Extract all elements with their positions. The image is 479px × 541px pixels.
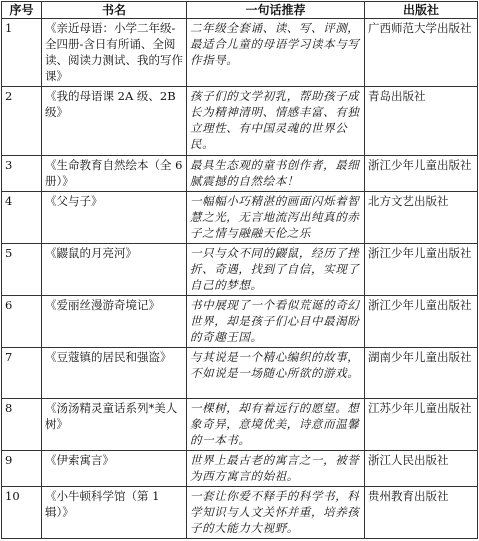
table-row <box>2 398 478 450</box>
book-title: 《汤汤精灵童话系列*美人树》 <box>42 398 187 450</box>
row-number: 10 <box>2 486 42 538</box>
row-number: 3 <box>2 155 42 191</box>
book-publisher: 江苏少年儿童出版社 <box>365 398 478 450</box>
book-publisher: 浙江人民出版社 <box>365 451 478 487</box>
table-row <box>2 87 478 155</box>
table-row <box>2 347 478 398</box>
row-number: 9 <box>2 451 42 487</box>
book-publisher: 贵州教育出版社 <box>365 486 478 538</box>
row-number: 7 <box>2 347 42 398</box>
table-row <box>2 486 478 538</box>
row-number: 8 <box>2 398 42 450</box>
book-title: 《生命教育自然绘本（全 6 册）》 <box>42 155 187 191</box>
book-recommendation: 一只与众不同的鼹鼠，经历了挫折、奇遇，找到了自信，实现了自己的梦想。 <box>187 243 365 295</box>
book-publisher: 北方文艺出版社 <box>365 191 478 243</box>
row-number: 5 <box>2 243 42 295</box>
row-number: 4 <box>2 191 42 243</box>
row-number: 2 <box>2 87 42 155</box>
table-header-row <box>2 2 478 19</box>
row-number: 1 <box>2 19 42 87</box>
book-publisher: 青岛出版社 <box>365 87 478 155</box>
book-title: 《爱丽丝漫游奇境记》 <box>42 295 187 347</box>
book-publisher: 湖南少年儿童出版社 <box>365 347 478 398</box>
book-recommendation: 孩子们的文学初乳，帮助孩子成长为精神清明、情感丰富、有独立理性、有中国灵魂的世界公民。 <box>187 87 365 155</box>
book-title: 《豆蔻镇的居民和强盗》 <box>42 347 187 398</box>
book-recommendation: 世界上最古老的寓言之一，被誉为西方寓言的始祖。 <box>187 451 365 487</box>
book-title: 《小牛顿科学馆（第 1 辑）》 <box>42 486 187 538</box>
book-recommendation: 一棵树，却有着远行的愿望。想象奇异，意境优美，诗意而温馨的一本书。 <box>187 398 365 450</box>
book-recommendation: 一幅幅小巧精湛的画面闪烁着智慧之光，无言地流泻出纯真的赤子之情与融融天伦之乐 <box>187 191 365 243</box>
header-publisher: 出版社 <box>365 2 478 19</box>
table-row <box>2 191 478 243</box>
book-title: 《父与子》 <box>42 191 187 243</box>
table-row <box>2 155 478 191</box>
book-title: 《我的母语课 2A 级、2B 级》 <box>42 87 187 155</box>
book-publisher: 广西师范大学出版社 <box>365 19 478 87</box>
book-title: 《伊索寓言》 <box>42 451 187 487</box>
book-recommendation: 与其说是一个精心编织的故事，不如说是一场随心所欲的游戏。 <box>187 347 365 398</box>
book-title: 《鼹鼠的月亮河》 <box>42 243 187 295</box>
header-recommendation: 一句话推荐 <box>187 2 365 19</box>
book-publisher: 浙江少年儿童出版社 <box>365 243 478 295</box>
book-title: 《亲近母语：小学二年级-全四册-含日有所诵、全阅读、阅读力测试、我的写作课》 <box>42 19 187 87</box>
table-row <box>2 451 478 487</box>
book-recommendation: 一套让你爱不释手的科学书，科学知识与人文关怀并重，培养孩子的大能力大视野。 <box>187 486 365 538</box>
table-row <box>2 243 478 295</box>
book-list-document <box>1 1 477 539</box>
row-number: 6 <box>2 295 42 347</box>
header-title: 书名 <box>42 2 187 19</box>
book-publisher: 浙江少年儿童出版社 <box>365 295 478 347</box>
book-publisher: 浙江少年儿童出版社 <box>365 155 478 191</box>
table-row <box>2 19 478 87</box>
book-recommendation: 最具生态观的童书创作者，最细腻震撼的自然绘本！ <box>187 155 365 191</box>
book-recommendation-table <box>1 1 478 539</box>
header-number: 序号 <box>2 2 42 19</box>
book-recommendation: 书中展现了一个看似荒诞的奇幻世界，却是孩子们心目中最渴盼的奇趣王国。 <box>187 295 365 347</box>
book-recommendation: 二年级全套诵、读、写、评测，最适合儿童的母语学习读本与写作指导。 <box>187 19 365 87</box>
table-row <box>2 295 478 347</box>
